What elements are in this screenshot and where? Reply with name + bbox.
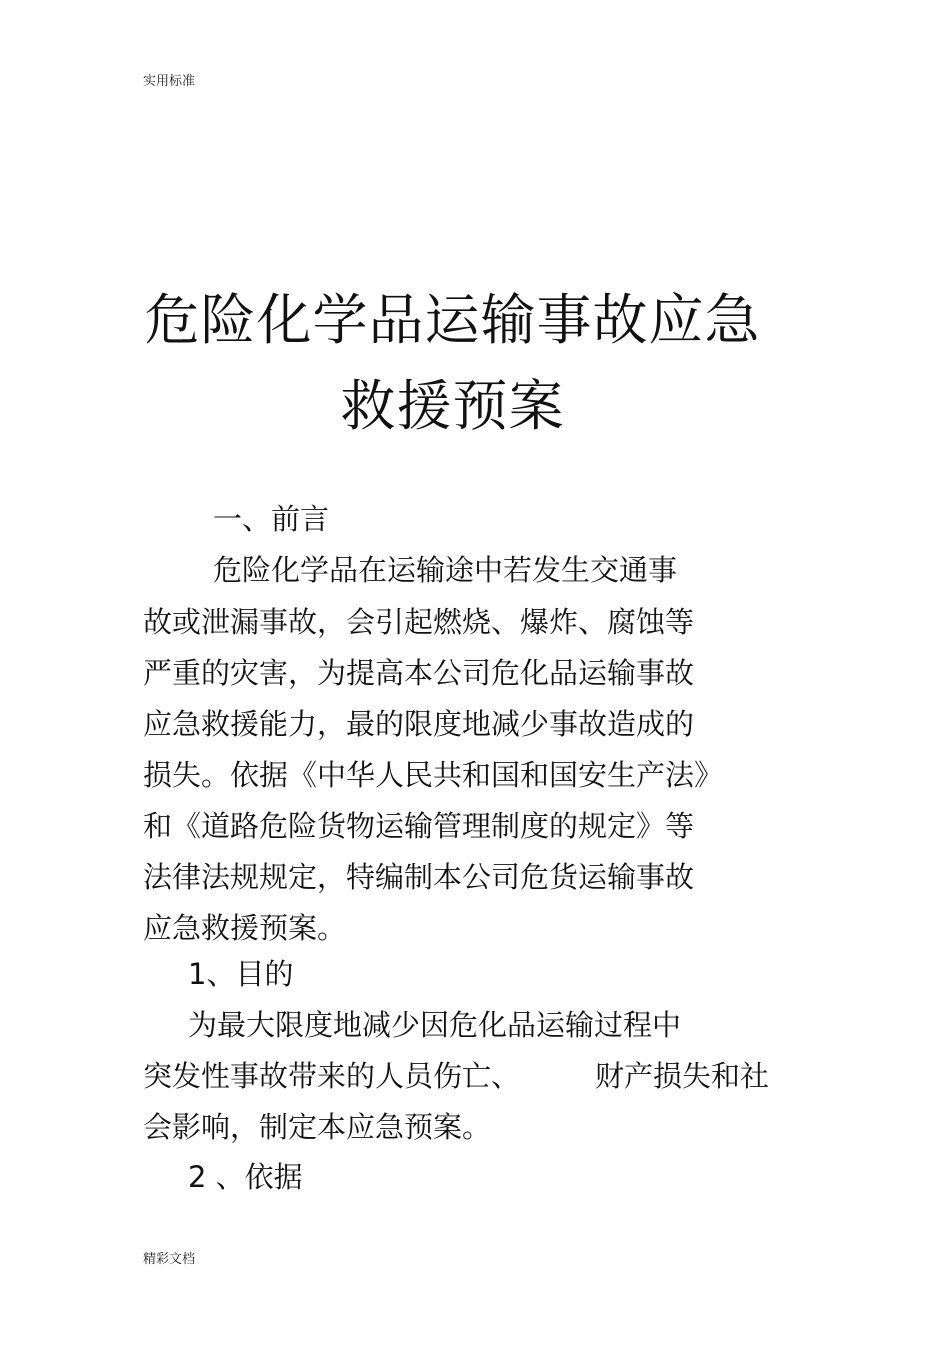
paragraph-line: 和《道路危险货物运输管理制度的规定》等 bbox=[143, 809, 695, 843]
page-header: 实用标准 bbox=[143, 74, 196, 89]
paragraph-line: 损失。依据《中华人民共和国和国安生产法》 bbox=[143, 758, 724, 792]
paragraph-line: 严重的灾害，为提高本公司危化品运输事故 bbox=[143, 656, 695, 690]
paragraph-line: 故或泄漏事故，会引起燃烧、爆炸、腐蚀等 bbox=[143, 605, 695, 639]
paragraph-line: 会影响，制定本应急预案。 bbox=[143, 1110, 492, 1144]
paragraph-line: 为最大限度地减少因危化品运输过程中 bbox=[188, 1008, 682, 1042]
paragraph-line: 应急救援能力，最的限度地减少事故造成的 bbox=[143, 707, 695, 741]
section-heading: 一、前言 bbox=[213, 502, 330, 536]
paragraph-line: 财产损失和社 bbox=[595, 1059, 770, 1093]
item-heading-purpose: 1、目的 bbox=[188, 957, 294, 991]
document-title-line-2: 救援预案 bbox=[340, 374, 565, 438]
page-footer: 精彩文档 bbox=[143, 1252, 196, 1267]
item-heading-basis: 2 、依据 bbox=[188, 1160, 303, 1194]
document-title-line-1: 危险化学品运输事故应急 bbox=[144, 288, 761, 352]
paragraph-line: 突发性事故带来的人员伤亡、 bbox=[143, 1059, 521, 1093]
paragraph-line: 法律法规规定，特编制本公司危货运输事故 bbox=[143, 860, 695, 894]
paragraph-line: 危险化学品在运输途中若发生交通事 bbox=[213, 553, 678, 587]
paragraph-line: 应急救援预案。 bbox=[143, 911, 347, 945]
